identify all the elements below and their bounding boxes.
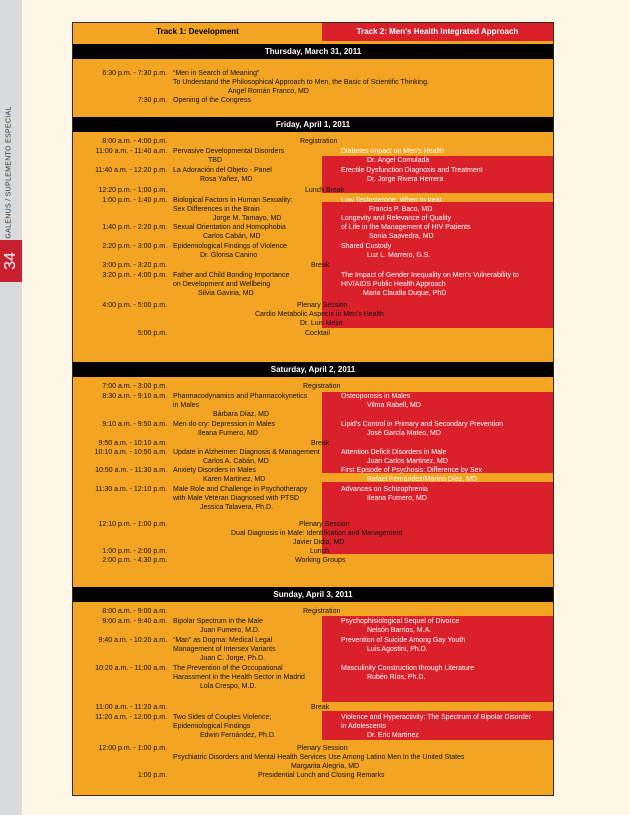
time-label: 9:40 a.m. - 10:20 a.m. [98,637,167,644]
speaker: Juan C. Jorge, Ph.D. [200,655,265,662]
time-label: 9:00 a.m. - 9:40 a.m. [102,618,167,625]
speaker: Luz L. Marrero, G.S. [367,252,431,259]
registration: Registration [303,608,341,615]
session-title: Two Sides of Couples Violence; [173,714,272,721]
speaker: Ileana Fumero, MD [367,495,427,502]
time-label: 11:40 a.m. - 12:20 p.m. [95,167,167,174]
registration: Registration [303,383,341,390]
plenary-session: Plenary Session [299,521,350,528]
session-title: Lipid's Control in Primary and Secondary Prevention [341,421,504,428]
session-title: “Men in Search of Meaning” [173,70,260,77]
session-title: Low Testosterone. When to treat [341,197,442,204]
plenary-session: Plenary Session [297,302,348,309]
session-title-cont: on Development and Wellbeing [173,281,271,288]
time-label: 7:00 a.m. - 3:00 p.m. [102,383,167,390]
time-label: 8:30 a.m. - 9:10 a.m. [102,393,167,400]
plenary-session: Plenary Session [297,745,348,752]
time-label: 3:20 p.m. - 4:00 p.m. [102,272,167,279]
plenary-title: Dual Diagnosis in Male: Identification and Management [231,530,403,537]
time-label: 9:50 a.m. - 10:10 a.m. [98,440,167,447]
session-title: Update in Alzheimer: Diagnosis & Management [173,449,320,456]
day-header-friday: Friday, April 1, 2011 [73,117,553,132]
time-label: 1:00 p.m. [137,772,167,779]
time-label: 7:30 p.m. [137,97,167,104]
session-title: Sexual Orientation and Homophobia [173,224,286,231]
time-label: 10:20 a.m. - 11:00 a.m. [95,665,167,672]
page-number: 34 [1,252,19,270]
speaker: Angel Román Franco, MD [228,88,309,95]
speaker: Dr. Glorisa Canino [200,252,258,259]
day-header-saturday: Saturday, April 2, 2011 [73,362,553,377]
speaker: Edwin Fernández, Ph.D. [200,732,276,739]
working-groups: Working Groups [295,557,346,564]
speaker: Rubén Ríos, Ph.D. [367,674,426,681]
session-title: Osteoporosis in Males [341,393,411,400]
speaker: Jorge M. Tamayo, MD [213,215,282,222]
time-label: 3:00 p.m. - 3:20 p.m. [102,262,167,269]
closing-remarks: Presidential Lunch and Closing Remarks [258,772,385,779]
speaker: Carlos Cabán, MD [203,233,261,240]
session-title: Anxiety Disorders in Males [173,467,256,474]
session-title: Masculinity Construction through Literature [341,665,475,672]
session-title: Shared Custody [341,243,392,250]
session-title: Longevity and Relevance of Quality [341,215,452,222]
speaker: José García Mateo, MD [367,430,441,437]
break: Break [311,262,330,269]
session-title-cont: Sex Differences in the Brain [173,206,260,213]
session-title: “Man” as Dogma: Medical Legal [173,637,273,644]
session-title: La Adoración del Objeto - Panel [173,167,272,174]
session-title-cont: in Males [173,402,200,409]
lunch: Lunch [310,548,330,555]
speaker: Jessica Talavera, Ph.D. [200,504,274,511]
time-label: 1:00 p.m. - 1:40 p.m. [102,197,167,204]
speaker: Karen Martinez, MD [203,476,266,483]
break: Break [311,704,330,711]
plenary-title: Psychiatric Disorders and Mental Health Services Use Among Latino Men In the United States [173,754,465,761]
time-label: 11:20 a.m. - 12:00 p.m. [95,714,167,721]
time-label: 1:00 p.m. - 2:00 p.m. [102,548,167,555]
time-label: 2:00 p.m. - 4:30 p.m. [102,557,167,564]
plenary-speaker: Javier Didia, MD [293,539,345,546]
speaker: Silvia Gaviria, MD [198,290,254,297]
lunch-break: Lunch Break [305,187,345,194]
session-title: Male Role and Challenge in Psychotherapy [173,486,308,493]
time-label: 12:20 p.m. - 1:00 p.m. [98,187,167,194]
speaker: Dr. Angel Comulada [367,157,430,164]
session-title: Pharmacodynamics and Pharmacokynetics [173,393,308,400]
session-title: Diabetes Impact on Men's Health [341,148,444,155]
speaker: Juan Fumero, M.D. [200,627,260,634]
plenary-speaker: Margarita Alegría, MD [291,763,360,770]
session-title: Attention Deficit Disorders in Male [341,449,447,456]
track2-title: Track 2: Men's Health Integrated Approach [322,23,553,41]
session-title: Biological Factors in Human Sexuality: [173,197,293,204]
time-label: 8:00 a.m. - 4:00 p.m. [102,138,167,145]
time-label: 10:50 a.m. - 11:30 a.m. [95,467,167,474]
side-title: GALENUS / SUPLEMENTO ESPECIAL [5,106,13,239]
speaker: Sonia Saavedra, MD [369,233,434,240]
speaker: Rosa Yañez, MD [200,176,253,183]
time-label: 12:10 p.m. - 1:00 p.m. [98,521,167,528]
time-label: 1:40 p.m. - 2:20 p.m. [102,224,167,231]
session-title-cont: in Adolescents [341,723,387,730]
session-title: Pervasive Developmental Disorders [173,148,285,155]
track-header [73,23,553,41]
session-subtitle: To Understand the Philosophical Approach to Men, the Basic of Scientific Thinking. [173,79,429,86]
session-title: Erectile Dysfunction Diagnosis and Treatment [341,167,483,174]
speaker: Vilma Rabell, MD [367,402,421,409]
speaker: Lola Crespo, M.D. [200,683,257,690]
session-title: Bipolar Spectrum in the Male [173,618,263,625]
session-title: Opening of the Congress [173,97,251,104]
speaker: Ileana Fumero, MD [198,430,258,437]
speaker: Luis Agostini, Ph.D. [367,646,428,653]
speaker: Dr. Jorge Rivera Herrera [367,176,444,183]
session-title-cont: of Life in the Management of HIV Patients [341,224,471,231]
speaker: Francis P. Baco, MD [369,206,433,213]
cocktail: Cocktail [305,330,330,337]
time-label: 12:00 p.m. - 1:00 p.m. [98,745,167,752]
plenary-speaker: Dr. Luis Mejia [300,320,343,327]
speaker: Bárbara Díaz, MD [213,411,270,418]
track1-title: Track 1: Development [73,23,322,41]
time-label: 9:10 a.m. - 9:50 a.m. [102,421,167,428]
time-label: 11:00 a.m. - 11:20 a.m. [95,704,167,711]
session-title: First Episode of Psychosis: Difference by Sex [341,467,483,474]
session-title: Psychophisiological Sequel of Divorce [341,618,460,625]
time-label: 2:20 p.m. - 3:00 p.m. [102,243,167,250]
speaker: Rafael Fernández/Marina Díaz, MD [367,476,478,483]
session-title-cont: Management of Intersex Variants [173,646,276,653]
speaker: Dr. Eric Martinez [367,732,419,739]
time-label: 11:00 a.m. - 11:40 a.m. [95,148,167,155]
speaker: TBD [208,157,222,164]
session-title: Father and Child Bonding Importance [173,272,290,279]
speaker: Maria Claudia Duque, PhD [363,290,447,297]
day-header-sunday: Sunday, April 3, 2011 [73,587,553,602]
session-title: The Prevention of the Occupational [173,665,283,672]
session-title: Men do cry: Depression in Males [173,421,275,428]
speaker: Carlos A. Cabán, MD [203,458,269,465]
speaker: Juan Carlos Martinez, MD [367,458,448,465]
session-title-cont: Harassment in the Health Sector in Madrid [173,674,305,681]
time-label: 10:10 a.m. - 10:50 a.m. [94,449,167,456]
speaker: Nelsón Barrios, M.A. [367,627,432,634]
session-title: Advances on Schizophrenia [341,486,428,493]
time-label: 8:00 a.m. - 9:00 a.m. [102,608,167,615]
break: Break [311,440,330,447]
time-label: 6:30 p.m. - 7:30 p.m. [102,70,167,77]
session-title: Prevention of Suicide Among Gay Youth [341,637,466,644]
track2-block-sun-1 [322,616,553,702]
session-title: Violence and Hyperactivity: The Spectrum of Bipolar Disorder [341,714,531,721]
session-title-cont: HIV/AIDS Public Health Approach [341,281,446,288]
registration: Registration [300,138,338,145]
plenary-title: Cardio Metabolic Aspects in Men's Health [255,311,384,318]
time-label: 4:00 p.m. - 5:00 p.m. [102,302,167,309]
day-header-thursday: Thursday, March 31, 2011 [73,44,553,59]
session-title: Epidemiological Findings of Violence [173,243,287,250]
session-title-cont: Epidemiological Findings [173,723,251,730]
schedule-table [72,22,554,796]
time-label: 5:00 p.m. [137,330,167,337]
time-label: 11:30 a.m. - 12:10 p.m. [95,486,167,493]
session-title-cont: with Male Veteran Diagnosed with PTSD [173,495,300,502]
session-title: The Impact of Gender Inequality on Men's Vulnerability to [341,272,519,279]
